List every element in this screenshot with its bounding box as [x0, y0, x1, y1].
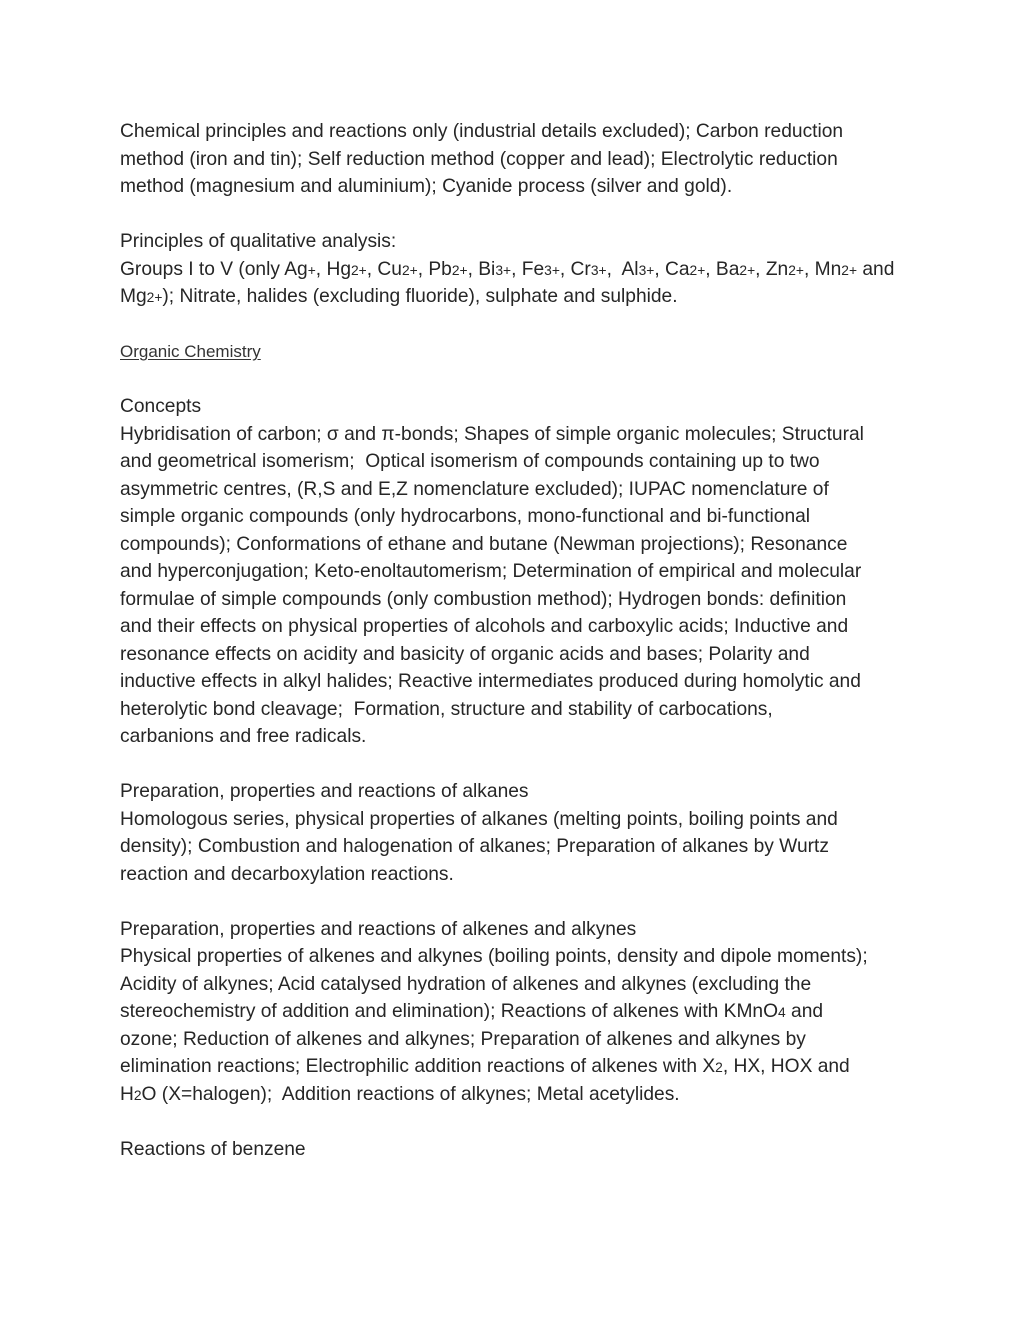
text-line: method (magnesium and aluminium); Cyanide process (silver and gold).: [120, 176, 733, 197]
text-line: and their effects on physical properties of alcohols and carboxylic acids; Inductive and: [120, 616, 849, 637]
subscript: 4: [778, 1004, 786, 1020]
text-line: heterolytic bond cleavage; Formation, structure and stability of carbocations,: [120, 698, 773, 720]
text-line: asymmetric centres, (R,S and E,Z nomenclature excluded); IUPAC nomenclature of: [120, 478, 829, 500]
ion-charge: 2+: [788, 261, 804, 278]
benzene-heading: Reactions of benzene: [120, 1138, 306, 1160]
page-content: [120, 118, 910, 1191]
ion-charge: 2+: [841, 261, 858, 278]
qualitative-analysis-heading: Principles of qualitative analysis:: [120, 231, 397, 252]
concepts-paragraph: [120, 393, 910, 751]
alkanes-heading: Preparation, properties and reactions of alkanes: [120, 781, 529, 802]
concepts-heading: Concepts: [120, 396, 202, 417]
ion-charge: 2+: [739, 261, 756, 278]
text-line: carbanions and free radicals.: [120, 726, 367, 747]
ion-charge: 3+: [544, 261, 560, 278]
text-line: Chemical principles and reactions only (industrial details excluded); Carbon reduction: [120, 121, 844, 142]
ion-charge: 3+: [590, 261, 607, 278]
text-line: and geometrical isomerism; Optical isomerism of compounds containing up to two: [120, 451, 820, 472]
text-line: H2O (X=halogen); Addition reactions of alkynes; Metal acetylides.: [120, 1083, 680, 1105]
text-line: reaction and decarboxylation reactions.: [120, 863, 454, 885]
alkenes-alkynes-heading: Preparation, properties and reactions of alkenes and alkynes: [120, 918, 637, 940]
subscript: 2: [715, 1059, 723, 1075]
text-line: simple organic compounds (only hydrocarbons, mono-functional and bi-functional: [120, 506, 811, 527]
text-line: stereochemistry of addition and elimination); Reactions of alkenes with KMnO4 and: [120, 1001, 824, 1022]
ion-charge: 2+: [401, 261, 418, 278]
subscript: 2: [133, 1086, 142, 1103]
ion-charge: +: [307, 261, 316, 278]
text-line: ozone; Reduction of alkenes and alkynes; Preparation of alkenes and alkynes by: [120, 1028, 806, 1050]
text-line: formulae of simple compounds (only combustion method); Hydrogen bonds: definition: [120, 588, 847, 610]
ion-charge: 2+: [451, 261, 468, 278]
alkenes-alkynes-paragraph: [120, 916, 910, 1109]
text-line: Homologous series, physical properties of alkanes (melting points, boiling points and: [120, 808, 838, 830]
text-line: compounds); Conformations of ethane and butane (Newman projections); Resonance: [120, 533, 848, 555]
ion-groups-line: Groups I to V (only Ag+, Hg2+, Cu2+, Pb2+, Bi3+, Fe3+, Cr3+, Al3+, Ca2+, Ba2+, Zn2+, Mn2+ and: [120, 258, 895, 280]
text-line: and hyperconjugation; Keto-enoltautomerism; Determination of empirical and molecular: [120, 561, 862, 582]
ion-charge: 2+: [146, 289, 163, 305]
metallurgy-paragraph: [120, 118, 910, 201]
text-line: Hybridisation of carbon; σ and π-bonds; Shapes of simple organic molecules; Structural: [120, 423, 864, 445]
alkanes-paragraph: [120, 778, 910, 888]
text-line: method (iron and tin); Self reduction method (copper and lead); Electrolytic reduction: [120, 148, 838, 170]
section-heading-organic-chemistry: Organic Chemistry: [120, 342, 261, 361]
text-line: inductive effects in alkyl halides; Reactive intermediates produced during homolytic and: [120, 671, 861, 692]
ion-charge: 2+: [689, 261, 706, 278]
ion-charge: 3+: [495, 261, 512, 278]
text-line: Physical properties of alkenes and alkynes (boiling points, density and dipole moments);: [120, 946, 868, 967]
text-line: elimination reactions; Electrophilic addition reactions of alkenes with X2, HX, HOX and: [120, 1056, 850, 1077]
anions-line: Mg2+); Nitrate, halides (excluding fluoride), sulphate and sulphide.: [120, 286, 678, 307]
text-line: density); Combustion and halogenation of alkanes; Preparation of alkanes by Wurtz: [120, 836, 829, 857]
text-line: Acidity of alkynes; Acid catalysed hydration of alkenes and alkynes (excluding the: [120, 973, 812, 995]
ion-charge: 2+: [351, 261, 367, 278]
ion-charge: 3+: [638, 261, 655, 278]
benzene-paragraph: [120, 1136, 910, 1164]
text-line: resonance effects on acidity and basicity of organic acids and bases; Polarity and: [120, 643, 810, 665]
qualitative-analysis-paragraph: [120, 228, 910, 311]
